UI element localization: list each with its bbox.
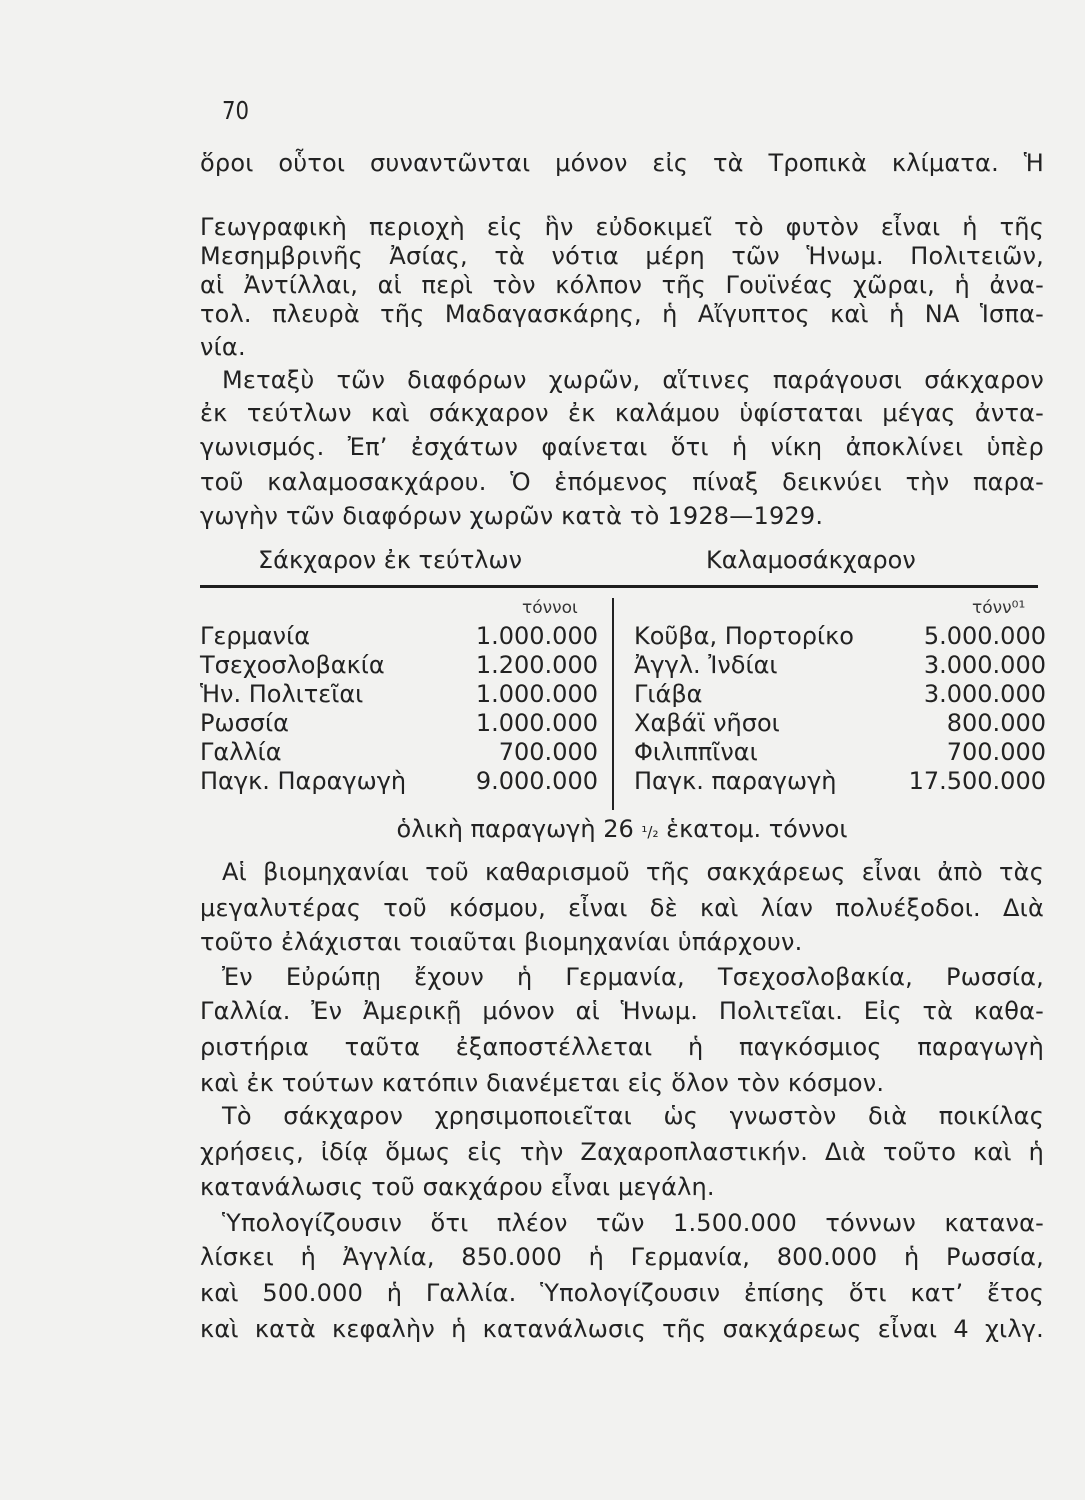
text-line: μεγαλυτέρας τοῦ κόσμου, εἶναι δὲ καὶ λίαν πολυέξοδοι. Διὰ — [200, 894, 1044, 922]
text-line: καὶ 500.000 ἡ Γαλλία. Ὑπολογίζουσιν ἐπίσης ὅτι κατ’ ἔτος — [200, 1279, 1044, 1307]
table-row-total — [634, 767, 1046, 796]
total-suffix: ἑκατομ. τόννοι — [658, 815, 848, 843]
tonnage-value: 1.000.000 — [475, 680, 598, 708]
text-line: λίσκει ἡ Ἀγγλία, 850.000 ἡ Γερμανία, 800.000 ἡ Ρωσσία, — [200, 1243, 1044, 1271]
table-header-cane-sugar: Καλαμοσάκχαρον — [706, 546, 916, 574]
text-line: τοῦτο ἐλάχισται τοιαῦται βιομηχανίαι ὑπάρχουν. — [200, 928, 803, 956]
tonnage-value: 1.200.000 — [475, 651, 598, 679]
text-line: τολ. πλευρὰ τῆς Μαδαγασκάρης, ἡ Αἴγυπτος καὶ ἡ ΝΑ Ἱσπα- — [200, 300, 1044, 328]
table-row — [634, 680, 1046, 709]
text-line: Γαλλία. Ἐν Ἀμερικῇ μόνον αἱ Ἡνωμ. Πολιτεῖαι. Εἰς τὰ καθα- — [200, 997, 1044, 1025]
text-line: Τὸ σάκχαρον χρησιμοποιεῖται ὡς γνωστὸν διὰ ποικίλας — [222, 1102, 1044, 1130]
country-name: Παγκ. παραγωγὴ — [634, 767, 837, 795]
text-line: νία. — [200, 333, 246, 361]
table-row — [200, 651, 598, 680]
text-line: τοῦ καλαμοσακχάρου. Ὁ ἑπόμενος πίναξ δεικνύει τὴν παρα- — [200, 468, 1044, 496]
table-row — [200, 622, 598, 651]
text-line: αἱ Ἀντίλλαι, αἱ περὶ τὸν κόλπον τῆς Γουϊνέας χῶραι, ἡ ἀνα- — [200, 271, 1044, 299]
tonnage-value: 3.000.000 — [923, 651, 1046, 679]
tonnage-value: 1.000.000 — [475, 622, 598, 650]
text-line: ριστήρια ταῦτα ἐξαποστέλλεται ἡ παγκόσμιος παραγωγὴ — [200, 1033, 1044, 1061]
table-row-total — [200, 767, 598, 796]
tonnage-value: 700.000 — [946, 738, 1046, 766]
table-row — [634, 622, 1046, 651]
text-line: ἐκ τεύτλων καὶ σάκχαρον ἐκ καλάμου ὑφίσταται μέγας ἀντα- — [200, 399, 1044, 427]
table-column-divider — [612, 598, 614, 810]
text-line: κατανάλωσις τοῦ σακχάρου εἶναι μεγάλη. — [200, 1173, 715, 1201]
text-line: καὶ ἐκ τούτων κατόπιν διανέμεται εἰς ὅλον τὸν κόσμον. — [200, 1069, 885, 1097]
tonnage-value: 9.000.000 — [475, 767, 598, 795]
country-name: Τσεχοσλοβακία — [200, 651, 385, 679]
text-line: γωγὴν τῶν διαφόρων χωρῶν κατὰ τὸ 1928—1929. — [200, 502, 824, 530]
total-prefix: ὁλικὴ παραγωγὴ 26 — [396, 815, 642, 843]
tonnage-value: 17.500.000 — [908, 767, 1046, 795]
country-name: Γερμανία — [200, 622, 311, 650]
unit-label-right: τόνν⁰¹ — [972, 598, 1026, 618]
page-number: 70 — [222, 96, 250, 125]
unit-label-left: τόννοι — [522, 598, 578, 618]
text-line: Αἱ βιομηχανίαι τοῦ καθαρισμοῦ τῆς σακχάρεως εἶναι ἀπὸ τὰς — [222, 858, 1044, 886]
table-row — [634, 738, 1046, 767]
table-rule — [200, 585, 1038, 588]
country-name: Χαβάϊ νῆσοι — [634, 709, 780, 737]
text-line: ὅροι οὗτοι συναντῶνται μόνον εἰς τὰ Τροπικὰ κλίματα. Ἡ — [200, 149, 1044, 177]
country-name: Παγκ. Παραγωγὴ — [200, 767, 407, 795]
country-name: Ἡν. Πολιτεῖαι — [200, 680, 364, 708]
country-name: Γαλλία — [200, 738, 282, 766]
tonnage-value: 800.000 — [946, 709, 1046, 737]
text-line: Μεσημβρινῆς Ἀσίας, τὰ νότια μέρη τῶν Ἡνωμ. Πολιτειῶν, — [200, 242, 1044, 270]
tonnage-value: 5.000.000 — [923, 622, 1046, 650]
table-header-beet-sugar: Σάκχαρον ἐκ τεύτλων — [258, 546, 522, 574]
country-name: Φιλιππῖναι — [634, 738, 758, 766]
country-name: Ἀγγλ. Ἰνδίαι — [634, 651, 778, 679]
country-name: Ρωσσία — [200, 709, 289, 737]
table-row — [200, 680, 598, 709]
table-row — [200, 709, 598, 738]
tonnage-value: 1.000.000 — [475, 709, 598, 737]
tonnage-value: 700.000 — [498, 738, 598, 766]
text-line: γωνισμός. Ἐπ’ ἐσχάτων φαίνεται ὅτι ἡ νίκη ἀποκλίνει ὑπὲρ — [200, 433, 1044, 461]
total-production-line — [200, 815, 1044, 843]
total-fraction: ¹/₂ — [641, 823, 659, 841]
text-line: Ἐν Εὐρώπῃ ἔχουν ἡ Γερμανία, Τσεχοσλοβακία, Ρωσσία, — [222, 963, 1044, 991]
table-row — [634, 709, 1046, 738]
table-row — [634, 651, 1046, 680]
tonnage-value: 3.000.000 — [923, 680, 1046, 708]
country-name: Γιάβα — [634, 680, 703, 708]
table-row — [200, 738, 598, 767]
text-line: Γεωγραφικὴ περιοχὴ εἰς ἣν εὐδοκιμεῖ τὸ φυτὸν εἶναι ἡ τῆς — [200, 213, 1044, 241]
country-name: Κοῦβα, Πορτορίκο — [634, 622, 854, 650]
text-line: καὶ κατὰ κεφαλὴν ἡ κατανάλωσις τῆς σακχάρεως εἶναι 4 χιλγ. — [200, 1315, 1044, 1343]
text-line: Μεταξὺ τῶν διαφόρων χωρῶν, αἵτινες παράγουσι σάκχαρον — [222, 366, 1044, 394]
text-line: χρήσεις, ἰδίᾳ ὅμως εἰς τὴν Ζαχαροπλαστικήν. Διὰ τοῦτο καὶ ἡ — [200, 1138, 1044, 1166]
text-line: Ὑπολογίζουσιν ὅτι πλέον τῶν 1.500.000 τόννων κατανα- — [222, 1209, 1044, 1237]
